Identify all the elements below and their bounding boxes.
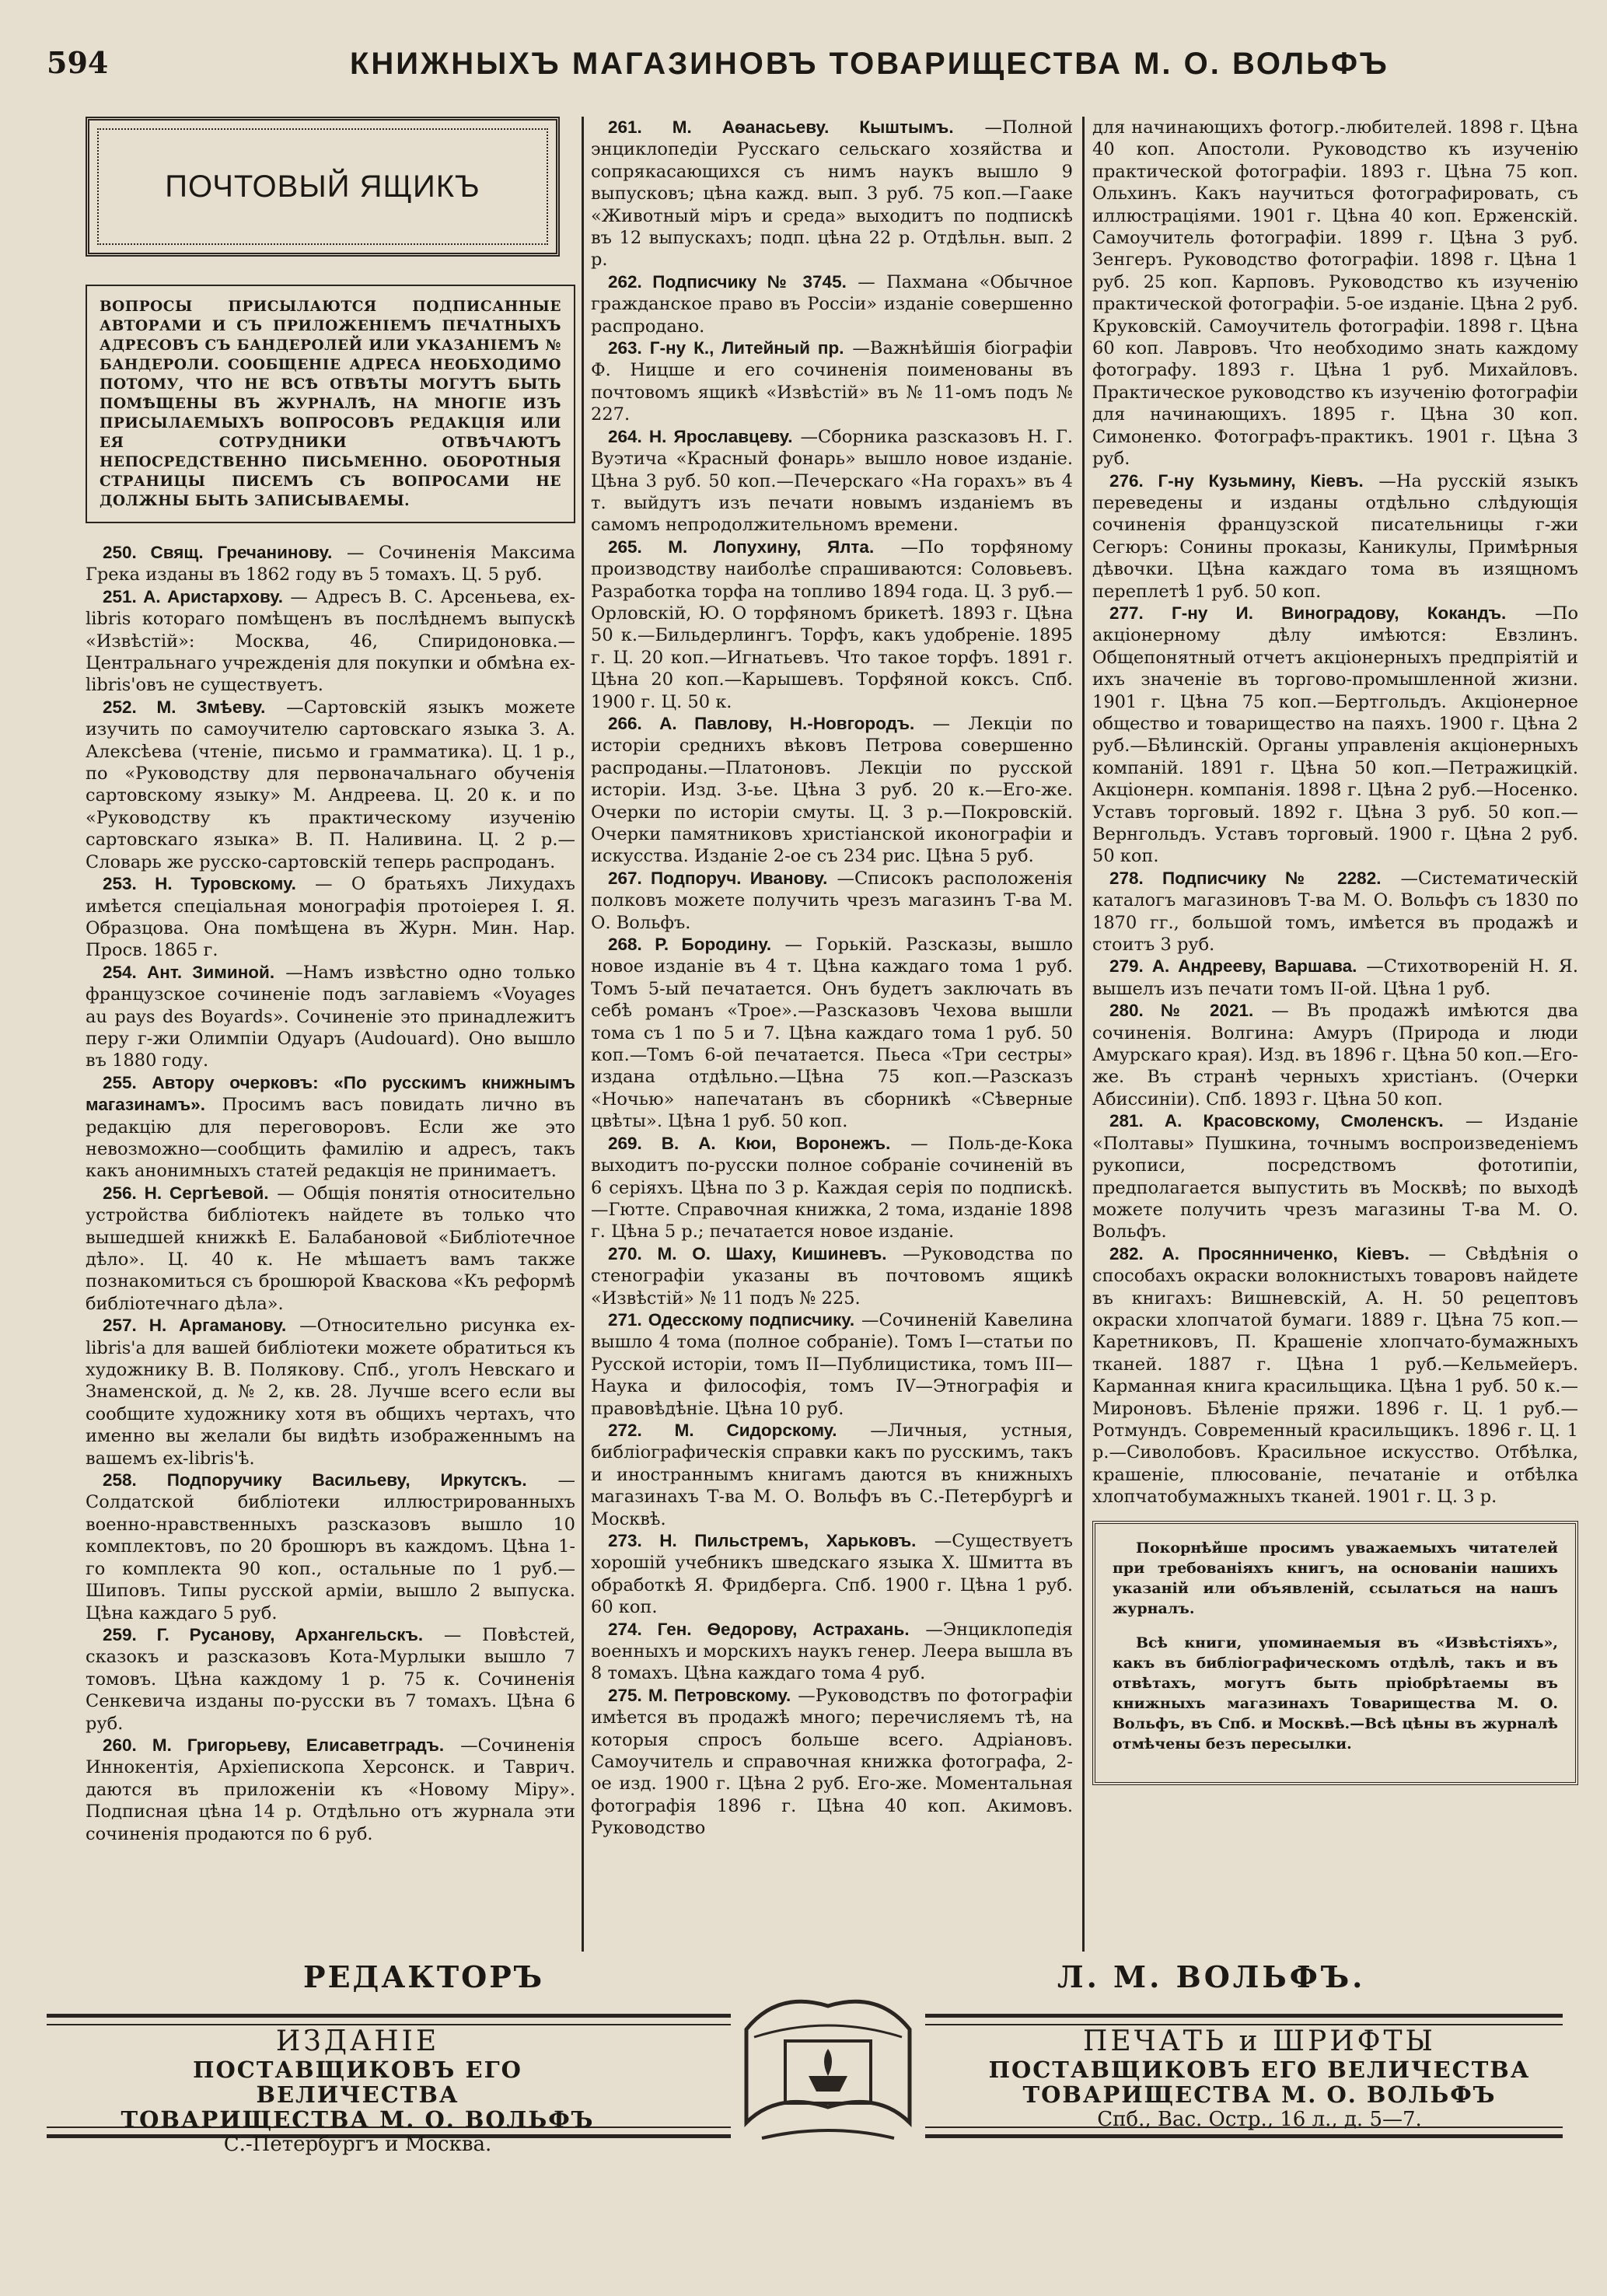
- answer-addressee: 263. Г-ну К., Литейный пр.: [608, 338, 844, 358]
- printer-line: ПОСТАВЩИКОВЪ ЕГО ВЕЛИЧЕСТВА: [988, 2057, 1531, 2083]
- answer-addressee: 255. Автору очерковъ: «По русскимъ книжнымъ магазинамъ».: [86, 1072, 575, 1115]
- answer-entry: [86, 962, 575, 1072]
- answer-text: —Намъ извѣстно одно только французское сочиненіе подъ заглавіемъ «Voyages au pays des Boyards». Сочиненіе это принадлежитъ перу г-жи Олимпіи Одуаръ (Audouard). Оно вышло въ 1880 году.: [86, 962, 575, 1071]
- answers-list: [86, 542, 575, 1845]
- answer-entry: [86, 697, 575, 873]
- printer-line: ТОВАРИЩЕСТВА М. О. ВОЛЬФЪ: [1022, 2081, 1497, 2108]
- answer-addressee: 279. А. Андрееву, Варшава.: [1109, 956, 1357, 977]
- readers-notice-para: Всѣ книги, упоминаемыя въ «Извѣстіяхъ», какъ въ библіографическомъ отдѣлѣ, такъ и въ отвѣтахъ, могутъ быть пріобрѣтаемы въ книжныхъ магазинахъ Товарищества М. О. Вольфъ, въ Спб. и Москвѣ.—Всѣ цѣны въ журналѣ отмѣчены безъ пересылки.: [1113, 1634, 1558, 1753]
- answer-addressee: 276. Г-ну Кузьмину, Кіевъ.: [1109, 470, 1364, 491]
- answer-text: — Свѣдѣнія о способахъ окраски волокнистыхъ товаровъ найдете въ книгахъ: Вишневскій, А. Н. 50 рецептовъ окраски хлопчатой бумаги. 1889 г. Цѣна 75 коп.—Каретниковъ, П. Крашеніе хлопчато-бумажныхъ тканей. 1887 г. Цѣна 1 руб.—Кельмейеръ. Карманная книга красильщика. Цѣна 1 руб. 50 к.—Мироновъ. Бѣленіе пряжи. 1896 г. Ц. 1 руб.—Ротмундъ. Современный красильщикъ. 1896 г. Ц. 1 р.—Сиволобовъ. Красильное искусство. Отбѣлка, крашеніе, плюсованіе, печатаніе и отбѣлка хлопчатобумажныхъ тканей. 1901 г. Ц. 3 р.: [1092, 1243, 1578, 1508]
- answer-text: —Списокъ расположенія полковъ можете получить чрезъ магазинъ Т-ва М. О. Вольфъ.: [591, 868, 1073, 933]
- publisher-line: С.-Петербургъ и Москва.: [223, 2133, 492, 2156]
- answer-addressee: 280. № 2021.: [1109, 1001, 1254, 1021]
- answer-entry: [591, 1530, 1073, 1619]
- answer-entry: [591, 713, 1073, 868]
- answer-addressee: 252. М. Змѣеву.: [103, 697, 266, 717]
- answer-entry: [86, 1735, 575, 1845]
- answers-list: [1092, 117, 1578, 1508]
- answer-entry: [591, 1619, 1073, 1685]
- lamp-emblem-icon: [731, 1983, 925, 2154]
- answer-entry: [591, 1243, 1073, 1309]
- readers-notice: [1092, 1521, 1578, 1785]
- answer-entry: [1092, 603, 1578, 868]
- answer-entry: [591, 1685, 1073, 1840]
- section-title: ПОЧТОВЫЙ ЯЩИКЪ: [165, 169, 480, 204]
- page-header: [47, 45, 1563, 92]
- answer-text: —Сборника разсказовъ Н. Г. Вуэтича «Красный фонарь» вышло новое изданіе. Цѣна 3 руб. 50 коп.—Печерскаго «На горахъ» въ 4 т. выйдутъ изъ печати новымъ изданіемъ въ самомъ непродолжительномъ времени.: [591, 426, 1073, 536]
- answer-entry: [591, 1309, 1073, 1420]
- publisher-line: ПОСТАВЩИКОВЪ ЕГО ВЕЛИЧЕСТВА: [193, 2057, 522, 2108]
- answer-addressee: 275. М. Петровскому.: [608, 1685, 791, 1705]
- answer-text: — О братьяхъ Лихудахъ имѣется спеціальная монографія протоіерея І. Я. Образцова. Она помѣщена въ Журн. Мин. Нар. Просв. 1865 г.: [86, 874, 575, 961]
- answer-addressee: 271. Одесскому подписчику.: [608, 1309, 855, 1330]
- publisher-line: ТОВАРИЩЕСТВА М. О. ВОЛЬФЪ: [121, 2106, 595, 2133]
- printer-block: [987, 2026, 1532, 2132]
- answer-entry: [86, 1183, 575, 1315]
- answer-text: Просимъ васъ повидать лично въ редакцію для переговоровъ. Если же это невозможно—сообщить фамилію и адресъ, такъ какъ анонимныхъ статей редакція не принимаетъ.: [86, 1095, 575, 1182]
- answer-entry: [1092, 1000, 1578, 1110]
- answer-addressee: 270. М. О. Шаху, Кишиневъ.: [608, 1243, 887, 1263]
- answer-entry: [591, 934, 1073, 1133]
- answer-entry: [86, 586, 575, 697]
- submission-notice: ВОПРОСЫ ПРИСЫЛАЮТСЯ ПОДПИСАННЫЕ АВТОРАМИ И СЪ ПРИЛОЖЕНІЕМЪ ПЕЧАТНЫХЪ АДРЕСОВЪ СЪ БАНДЕРОЛЕЙ ИЛИ УКАЗАНІЕМЪ № БАНДЕРОЛИ. СООБЩЕНІЕ АДРЕСА НЕОБХОДИМО ПОТОМУ, ЧТО НЕ ВСѢ ОТВѢТЫ МОГУТЪ БЫТЬ ПОМѢЩЕНЫ ВЪ ЖУРНАЛѢ, НА МНОГІЕ ИЗЪ ПРИСЫЛАЕМЫХЪ ВОПРОСОВЪ РЕДАКЦІЯ ИЛИ ЕЯ СОТРУДНИКИ ОТВѢЧАЮТЪ НЕПОСРЕДСТВЕННО ПИСЬМЕННО. ОБОРОТНЫЯ СТРАНИЦЫ ПИСЕМЪ СЪ ВОПРОСАМИ НЕ ДОЛЖНЫ БЫТЬ ЗАПИСЫВАЕМЫ.: [86, 285, 575, 523]
- answer-addressee: 258. Подпоручику Васильеву, Иркутскъ.: [103, 1470, 527, 1490]
- answer-text: —Систематическій каталогъ магазиновъ Т-ва М. О. Вольфъ съ 1830 по 1870 гг., большой томъ, имѣется въ продажѣ и стоитъ 3 руб.: [1092, 868, 1578, 956]
- answer-addressee: 282. А. Просянниченко, Кіевъ.: [1109, 1243, 1410, 1263]
- answer-addressee: 269. В. А. Кюи, Воронежъ.: [608, 1133, 891, 1153]
- answer-entry: [591, 1133, 1073, 1243]
- answer-entry: [86, 542, 575, 586]
- readers-notice-para: Покорнѣйше просимъ уважаемыхъ читателей при требованіяхъ книгъ, на основаніи нашихъ указаній или объявленій, ссылаться на нашъ журналъ.: [1113, 1539, 1558, 1617]
- editor-name: Л. М. ВОЛЬФЪ.: [1057, 1959, 1366, 1994]
- imprint: [47, 1952, 1563, 2154]
- column-rule: [1082, 117, 1085, 1952]
- answer-addressee: 277. Г-ну И. Виноградову, Кокандъ.: [1109, 603, 1507, 623]
- answer-entry: [1092, 868, 1578, 956]
- answer-entry: [1092, 470, 1578, 603]
- answer-addressee: 278. Подписчику № 2282.: [1109, 868, 1382, 888]
- answer-entry: [1092, 1243, 1578, 1508]
- answer-entry: [1092, 1110, 1578, 1242]
- answer-text: —Энциклопедія военныхъ и морскихъ наукъ генер. Леера вышла въ 8 томахъ. Цѣна каждаго тома 4 руб.: [591, 1619, 1073, 1684]
- answer-entry: [591, 117, 1073, 271]
- answer-addressee: 260. М. Григорьеву, Елисаветградъ.: [103, 1735, 445, 1755]
- answer-entry: [591, 271, 1073, 337]
- column-rule: [582, 117, 584, 1952]
- answer-text: —Важнѣйшія біографіи Ф. Ницше и его сочиненія поименованы въ почтовомъ ящикѣ «Извѣстій» въ № 11-омъ подъ № 227.: [591, 338, 1073, 425]
- answer-addressee: 261. М. Аѳанасьеву. Кыштымъ.: [608, 117, 954, 137]
- answer-text: —Сочиненія Иннокентія, Архіепископа Херсонск. и Таврич. даются въ приложеніи къ «Новому Міру». Подписная цѣна 14 р. Отдѣльно отъ журнала эти сочиненія продаются по 6 руб.: [86, 1735, 575, 1844]
- answer-text: —Сочиненій Кавелина вышло 4 тома (полное собраніе). Томъ I—статьи по Русской исторіи, томъ II—Публицистика, томъ III—Наука и философія, томъ IV—Этнографія и правовѣдѣніе. Цѣна 10 руб.: [591, 1309, 1073, 1419]
- answer-entry: [86, 1315, 575, 1470]
- answer-addressee: 254. Ант. Зиминой.: [103, 962, 275, 982]
- column-3: [1092, 117, 1578, 1948]
- publisher-line: ИЗДАНІЕ: [275, 2025, 440, 2057]
- answer-entry: [591, 1420, 1073, 1530]
- answer-text: —Полной энциклопедіи Русскаго сельскаго хозяйства и сопрякасающихся съ нимъ наукъ вышло 9 выпусковъ; цѣна кажд. вып. 3 руб. 75 коп.—Гааке «Животный міръ и среда» выходитъ по подпискѣ въ 12 выпускахъ; подп. цѣна 22 р. Отдѣльн. вып. 2 р.: [591, 117, 1073, 271]
- answer-entry: [591, 868, 1073, 934]
- answer-entry: [591, 426, 1073, 536]
- answer-addressee: 273. Н. Пильстремъ, Харьковъ.: [608, 1531, 917, 1550]
- answer-addressee: 268. Р. Бородину.: [608, 935, 772, 955]
- answer-text: —По акціонерному дѣлу имѣются: Евзлинъ. Общепонятный отчетъ акціонерныхъ предпріятій и ихъ значеніе въ торгово-промышленной жизни. 1901 г. Цѣна 75 коп.—Бертгольдъ. Акціонерное общество и товарищество на паяхъ. 1900 г. Цѣна 2 руб.—Бѣлинскій. Органы управленія акціонерныхъ компаній. 1891 г. Цѣна 50 коп.—Петражицкій. Акціонерн. компанія. 1898 г. Цѣна 2 руб.—Носенко. Уставъ торговый. 1892 г. Цѣна 3 руб. 50 коп.—Вернгольдъ. Уставъ торговый. 1900 г. Цѣна 2 руб. 50 коп.: [1092, 603, 1578, 867]
- answer-text: — Поль-де-Кока выходитъ по-русски полное собраніе сочиненій въ 6 серіяхъ. Цѣна по 3 р. Каждая серія по подпискѣ.—Гютте. Справочная книжка, 2 тома, изданіе 1898 г. Цѣна 5 р.; печатается новое изданіе.: [591, 1133, 1073, 1242]
- column-2: [591, 117, 1073, 1948]
- answer-entry: [591, 337, 1073, 426]
- answer-entry: [86, 1470, 575, 1624]
- answer-text: — Сочиненія Максима Грека изданы въ 1862 году въ 5 томахъ. Ц. 5 руб.: [86, 543, 575, 585]
- answer-addressee: 259. Г. Русанову, Архангельскъ.: [103, 1624, 424, 1644]
- answers-list: [591, 117, 1073, 1840]
- answer-text: для начинающихъ фотогр.-любителей. 1898 г. Цѣна 40 коп. Апостоли. Руководство къ изученію практической фотографіи. 1893 г. Цѣна 75 коп. Ольхинъ. Какъ научиться фотографировать, съ иллюстраціями. 1901 г. Цѣна 40 коп. Ерженскій. Самоучитель фотографіи. 1899 г. Цѣна 3 руб. Зенгеръ. Руководство фотографіи. 1898 г. Цѣна 1 руб. 25 коп. Карповъ. Руководство къ изученію практической фотографіи. 5-ое изданіе. Цѣна 2 руб. Круковскій. Самоучитель фотографіи. 1898 г. Цѣна 60 коп. Лавровъ. Что необходимо знать каждому фотографу. 1893 г. Цѣна 1 руб. Михайловъ. Практическое руководство къ изученію фотографіи для начинающихъ. 1895 г. Цѣна 30 коп. Симоненко. Фотографъ-практикъ. 1901 г. Цѣна 3 руб.: [1092, 117, 1578, 470]
- editor-label: РЕДАКТОРЪ: [303, 1959, 545, 1994]
- section-title-frame: [86, 117, 560, 257]
- answer-text: — Лекціи по исторіи среднихъ вѣковъ Петрова совершенно распроданы.—Платоновъ. Лекціи по русской исторіи. Изд. 3-ье. Цѣна 3 руб. 20 к.—Его-же. Очерки по исторіи смуты. Ц. 3 р.—Покровскій. Очерки памятниковъ христіанской иконографіи и искусства. Изданіе 2-ое съ 234 рис. Цѣна 5 руб.: [591, 713, 1073, 867]
- answer-addressee: 251. А. Аристархову.: [103, 586, 284, 606]
- answer-addressee: 281. А. Красовскому, Смоленскъ.: [1109, 1111, 1444, 1131]
- answer-entry: [86, 1624, 575, 1735]
- answer-addressee: 265. М. Лопухину, Ялта.: [608, 536, 875, 557]
- page-number: 594: [47, 45, 109, 80]
- answer-text: —По торфяному производству наиболѣе спрашиваются: Соловьевъ. Разработка торфа на топливо 1894 года. Ц. 3 руб.—Орловскій, Ю. О торфяномъ брикетѣ. 1893 г. Цѣна 50 к.—Бильдерлингъ. Торфъ, какъ удобреніе. 1895 г. Ц. 20 коп.—Игнатьевъ. Что такое торфъ. 1891 г. Цѣна 20 коп.—Карышевъ. Торфяной коксъ. Спб. 1900 г. Ц. 50 к.: [591, 536, 1073, 712]
- printer-line: Спб., Вас. Остр., 16 л., д. 5—7.: [1097, 2108, 1422, 2131]
- answer-text: —Стихотвореній Н. Я. вышелъ изъ печати томъ II-ой. Цѣна 1 руб.: [1092, 956, 1578, 999]
- answer-entry: [1092, 956, 1578, 1000]
- answer-text: —Относительно рисунка ex-libris'а для вашей библіотеки можете обратиться къ художнику В. В. Полякову. Спб., уголъ Невскаго и Знаменской, д. № 2, кв. 28. Лучше всего если вы сообщите художнику хотя въ общихъ чертахъ, что именно вы желали бы видѣть изображеннымъ на вашемъ ex-libris'ѣ.: [86, 1316, 575, 1469]
- answer-addressee: 257. Н. Аргаманову.: [103, 1316, 287, 1336]
- answer-addressee: 267. Подпоруч. Иванову.: [608, 868, 828, 888]
- printer-line: ПЕЧАТЬ и ШРИФТЫ: [1083, 2025, 1436, 2057]
- answer-entry: [591, 536, 1073, 713]
- answer-text: — Повѣстей, сказокъ и разсказовъ Кота-Мурлыки вышло 7 томовъ. Цѣна каждому 1 р. 75 к. Сочиненія Сенкевича изданы по-русски въ 7 томахъ. Цѣна 6 руб.: [86, 1624, 575, 1734]
- answer-text: — Общія понятія относительно устройства библіотекъ найдете въ только что вышедшей книжкѣ Е. Балабановой «Библіотечное дѣло». Ц. 40 к. Не мѣшаетъ вамъ также познакомиться съ брошюрой Квасковa «Къ реформѣ библіотечнаго дѣла».: [86, 1183, 575, 1314]
- publisher-block: [93, 2026, 622, 2157]
- answer-text: — Горькій. Разсказы, вышло новое изданіе въ 4 т. Цѣна каждаго тома 1 руб. Томъ 5-ый печатается. Онъ будетъ заключать въ себѣ романъ «Трое».—Разсказовъ Чехова вышли тома съ 1 по 5 и 7. Цѣна каждаго тома 1 руб. 50 коп.—Томъ 6-ой печатается. Пьеса «Три сестры» издана отдѣльно.—Цѣна 75 коп.—Разсказъ «Ночью» напечатанъ въ сборникѣ «Сѣверные цвѣты». Цѣна 1 руб. 50 коп.: [591, 935, 1073, 1132]
- answer-text: —Солдатской библіотеки иллюстрированныхъ военно-нравственныхъ разсказовъ вышло 10 комплектовъ, по 20 брошюръ въ каждомъ. Цѣна 1-го комплекта 90 коп., остальные по 1 руб.—Шиповъ. Типы русской арміи, вышло 2 выпуска. Цѣна каждаго 5 руб.: [86, 1470, 575, 1623]
- answer-text: — Пахмана «Обычное гражданское право въ Россіи» изданіе совершенно распродано.: [591, 271, 1073, 337]
- answer-addressee: 272. М. Сидорскому.: [608, 1420, 837, 1440]
- answer-entry: [86, 1072, 575, 1183]
- answer-text: —Личныя, устныя, библіографическія справки какъ по русскимъ, такъ и иностраннымъ книгамъ даются въ книжныхъ магазинахъ Т-ва М. О. Вольфъ въ С.-Петербургѣ и Москвѣ.: [591, 1420, 1073, 1529]
- answer-text: — Адресъ В. С. Арсеньева, ex-libris котораго помѣщенъ въ послѣднемъ выпускѣ «Извѣстій»: Москва, 46, Спиридоновка.—Центральнаго учрежденія для покупки и обмѣна ex-libris'овъ не существуетъ.: [86, 586, 575, 696]
- running-title: КНИЖНЫХЪ МАГАЗИНОВЪ ТОВАРИЩЕСТВА М. О. ВОЛЬФЪ: [350, 47, 1389, 81]
- answer-entry: [1092, 117, 1578, 470]
- answer-entry: [86, 873, 575, 962]
- answer-addressee: 264. Н. Ярославцеву.: [608, 426, 793, 446]
- column-1: [86, 117, 575, 1948]
- answer-text: —Руководствъ по фотографіи имѣется въ продажѣ много; перечисляемъ тѣ, на которыя спросъ больше всего. Адріановъ. Самоучитель и справочная книжка фотографа, 2-ое изд. 1900 г. Цѣна 2 руб. Его-же. Моментальная фотографія 1896 г. Цѣна 40 коп. Акимовъ. Руководство: [591, 1685, 1073, 1839]
- answer-text: —Руководства по стенографіи указаны въ почтовомъ ящикѣ «Извѣстій» № 11 подъ № 225.: [591, 1243, 1073, 1309]
- answer-addressee: 250. Свящ. Гречанинову.: [103, 543, 333, 562]
- answer-addressee: 256. Н. Сергѣевой.: [103, 1183, 269, 1203]
- answer-addressee: 253. Н. Туровскому.: [103, 874, 296, 894]
- answer-addressee: 262. Подписчику № 3745.: [608, 271, 847, 292]
- answer-addressee: 274. Ген. Ѳедорову, Астрахань.: [608, 1619, 910, 1639]
- answer-text: — Изданіе «Полтавы» Пушкина, точнымъ воспроизведеніемъ рукописи, посредствомъ фототипіи, предполагается выпустить въ Москвѣ; по выходѣ можете получить чрезъ магазины Т-ва М. О. Вольфъ.: [1092, 1111, 1578, 1242]
- answer-addressee: 266. А. Павлову, Н.-Новгородъ.: [608, 713, 915, 733]
- answer-text: —Сартовскій языкъ можете изучить по самоучителю сартовскаго языка З. А. Алексѣева (чтеніе, письмо и грамматика). Ц. 1 р., по «Руководству для первоначальнаго обученія сартовскому языку» М. Андреева. Ц. 20 к. и по «Руководству къ практическому изученію сартовскаго языка» В. П. Наливина. Ц. 2 р.—Словарь же русско-сартовскій теперь распроданъ.: [86, 697, 575, 872]
- answer-text: —Существуетъ хорошій учебникъ шведскаго языка Х. Шмитта въ обработкѣ Я. Фридберга. Спб. 1900 г. Цѣна 1 руб. 60 коп.: [591, 1531, 1073, 1618]
- answer-text: —На русскій языкъ переведены и изданы отдѣльно слѣдующія сочиненія французской писательницы г-жи Сегюръ: Сонины проказы, Каникулы, Примѣрныя дѣвочки. Цѣна каждаго тома въ изящномъ переплетѣ 1 руб. 50 коп.: [1092, 470, 1578, 602]
- answer-text: — Въ продажѣ имѣются два сочиненія. Волгина: Амуръ (Природа и люди Амурскаго края). Изд. въ 1896 г. Цѣна 50 коп.—Его-же. Въ странѣ черныхъ христіанъ. (Очерки Абиссиніи). Спб. 1893 г. Цѣна 50 коп.: [1092, 1001, 1578, 1110]
